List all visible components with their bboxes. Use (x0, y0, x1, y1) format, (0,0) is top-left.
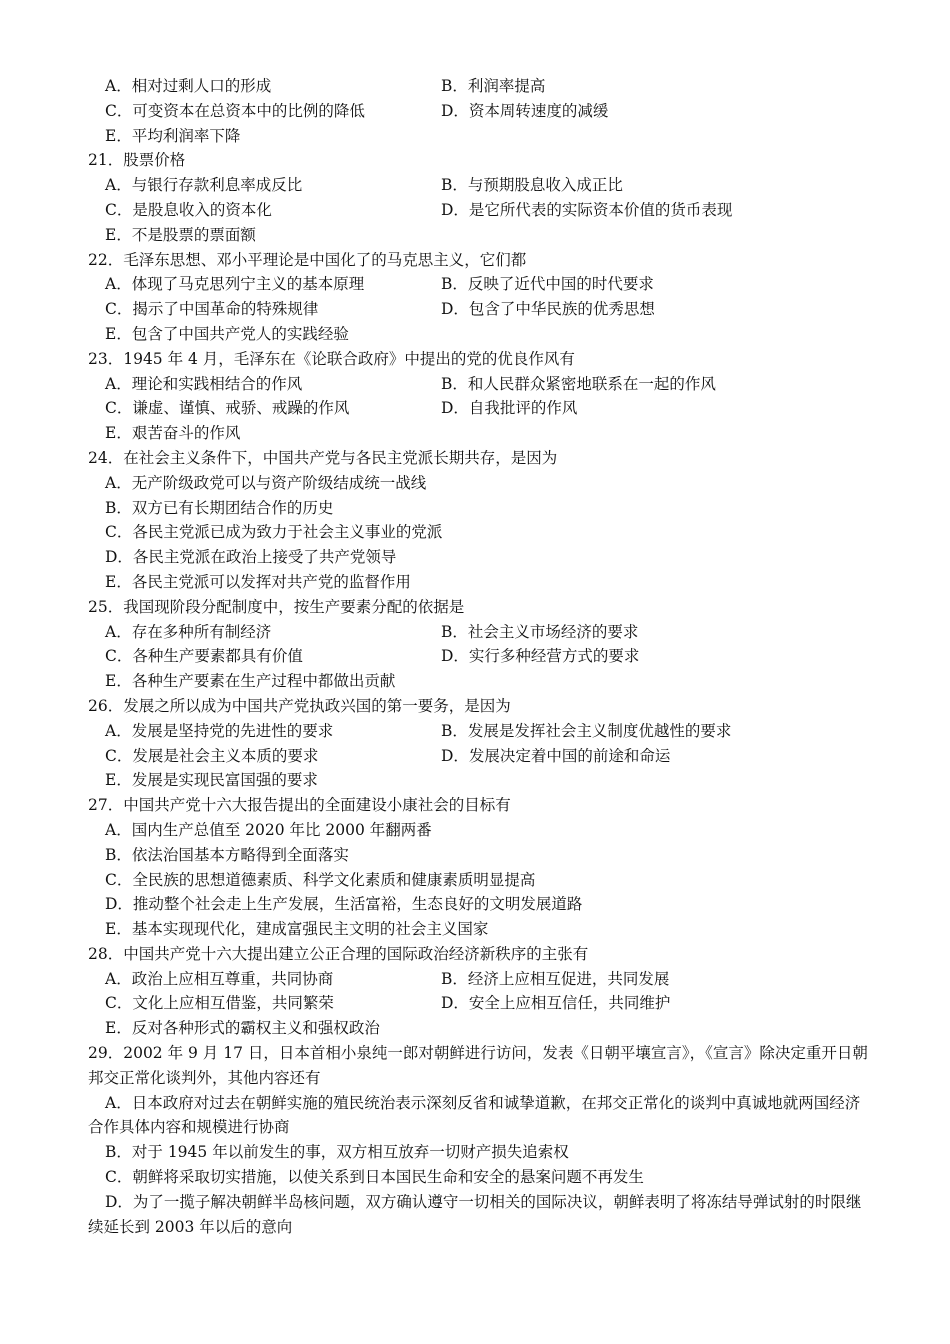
question-stem: 21．股票价格 (88, 151, 186, 170)
option-a: A．发展是坚持党的先进性的要求 (105, 721, 334, 740)
question-29 (88, 1041, 868, 1239)
question-21 (88, 148, 868, 247)
question-stem: 25．我国现阶段分配制度中，按生产要素分配的依据是 (88, 597, 465, 616)
option-d: D．各民主党派在政治上接受了共产党领导 (105, 548, 397, 567)
option-c: C．发展是社会主义本质的要求 (105, 746, 319, 765)
option-c: C．朝鲜将采取切实措施，以使关系到日本国民生命和安全的悬案问题不再发生 (105, 1168, 644, 1187)
question-27 (88, 793, 868, 942)
option-d: D．资本周转速度的减缓 (441, 101, 609, 120)
option-c: C．各种生产要素都具有价值 (105, 647, 303, 666)
option-b: B．双方已有长期团结合作的历史 (105, 498, 334, 517)
option-d: D．实行多种经营方式的要求 (441, 647, 640, 666)
option-e: E．包含了中国共产党人的实践经验 (105, 324, 349, 343)
option-a: A．理论和实践相结合的作风 (105, 374, 303, 393)
option-b: B．社会主义市场经济的要求 (441, 622, 639, 641)
option-a: A．日本政府对过去在朝鲜实施的殖民统治表示深刻反省和诚挚道歉，在邦交正常化的谈判中真诚地就两国经济合作具体内容和规模进行协商 (88, 1093, 861, 1137)
option-a: A．政治上应相互尊重，共同协商 (105, 969, 334, 988)
option-row (88, 967, 868, 992)
option-d: D．包含了中华民族的优秀思想 (441, 300, 655, 319)
option-c: C．谦虚、谨慎、戒骄、戒躁的作风 (105, 399, 350, 418)
option-c: C．文化上应相互借鉴，共同繁荣 (105, 994, 334, 1013)
question-23 (88, 347, 868, 446)
question-24 (88, 446, 868, 595)
option-b: B．对于 1945 年以前发生的事，双方相互放弃一切财产损失追索权 (105, 1143, 569, 1162)
question-26 (88, 694, 868, 793)
option-d: D．发展决定着中国的前途和命运 (441, 746, 671, 765)
option-d: D．是它所代表的实际资本价值的货币表现 (441, 200, 733, 219)
option-b: B．反映了近代中国的时代要求 (441, 275, 654, 294)
question-stem: 29．2002 年 9 月 17 日，日本首相小泉纯一郎对朝鲜进行访问，发表《日朝平壤宣言》，《宣言》除决定重开日朝邦交正常化谈判外，其他内容还有 (88, 1044, 868, 1087)
option-e: E．艰苦奋斗的作风 (105, 424, 241, 443)
option-d: D．安全上应相互信任，共同维护 (441, 994, 671, 1013)
option-e: E．不是股票的票面额 (105, 225, 256, 244)
option-row (88, 396, 868, 421)
option-c: C．可变资本在总资本中的比例的降低 (105, 101, 365, 120)
option-row (88, 744, 868, 769)
option-d: D．推动整个社会走上生产发展，生活富裕，生态良好的文明发展道路 (105, 895, 583, 914)
option-c: C．是股息收入的资本化 (105, 200, 272, 219)
option-e: E．平均利润率下降 (105, 126, 241, 145)
option-row (88, 372, 868, 397)
option-b: B．与预期股息收入成正比 (441, 176, 623, 195)
option-row (88, 991, 868, 1016)
option-a: A．存在多种所有制经济 (105, 622, 272, 641)
question-stem: 26．发展之所以成为中国共产党执政兴国的第一要务，是因为 (88, 696, 511, 715)
option-row (88, 74, 868, 99)
question-stem: 24．在社会主义条件下，中国共产党与各民主党派长期共存，是因为 (88, 448, 558, 467)
question-stem: 28．中国共产党十六大提出建立公正合理的国际政治经济新秩序的主张有 (88, 944, 589, 963)
option-row (88, 99, 868, 124)
question-25 (88, 595, 868, 694)
option-row (88, 198, 868, 223)
option-c: C．全民族的思想道德素质、科学文化素质和健康素质明显提高 (105, 870, 536, 889)
option-c: C．揭示了中国革命的特殊规律 (105, 300, 319, 319)
question-stem: 23．1945 年 4 月，毛泽东在《论联合政府》中提出的党的优良作风有 (88, 349, 575, 368)
question-20-options (88, 74, 868, 148)
question-stem: 27．中国共产党十六大报告提出的全面建设小康社会的目标有 (88, 796, 511, 815)
option-e: E．基本实现现代化，建成富强民主文明的社会主义国家 (105, 920, 489, 939)
option-a: A．国内生产总值至 2020 年比 2000 年翻两番 (105, 820, 432, 839)
option-row (88, 272, 868, 297)
option-b: B．发展是发挥社会主义制度优越性的要求 (441, 721, 732, 740)
option-b: B．利润率提高 (441, 77, 546, 95)
option-b: B．依法治国基本方略得到全面落实 (105, 845, 349, 864)
option-d: D．为了一揽子解决朝鲜半岛核问题，双方确认遵守一切相关的国际决议，朝鲜表明了将冻结导弹试射的时限继续延长到 2003 年以后的意向 (88, 1192, 862, 1236)
option-e: E．各种生产要素在生产过程中都做出贡献 (105, 672, 396, 691)
option-d: D．自我批评的作风 (441, 399, 578, 418)
option-row (88, 297, 868, 322)
option-b: B．和人民群众紧密地联系在一起的作风 (441, 374, 716, 393)
option-a: A．无产阶级政党可以与资产阶级结成统一战线 (105, 473, 427, 492)
question-22 (88, 248, 868, 347)
question-stem: 22．毛泽东思想、邓小平理论是中国化了的马克思主义，它们都 (88, 250, 527, 269)
option-e: E．各民主党派可以发挥对共产党的监督作用 (105, 572, 411, 591)
option-row (88, 620, 868, 645)
question-28 (88, 942, 868, 1041)
option-row (88, 644, 868, 669)
option-e: E．反对各种形式的霸权主义和强权政治 (105, 1019, 380, 1038)
option-a: A．相对过剩人口的形成 (105, 77, 272, 95)
exam-page (88, 74, 868, 1239)
option-e: E．发展是实现民富国强的要求 (105, 771, 318, 790)
option-row (88, 719, 868, 744)
option-row (88, 173, 868, 198)
option-b: B．经济上应相互促进，共同发展 (441, 969, 670, 988)
option-c: C．各民主党派已成为致力于社会主义事业的党派 (105, 523, 443, 542)
option-a: A．与银行存款利息率成反比 (105, 176, 303, 195)
option-a: A．体现了马克思列宁主义的基本原理 (105, 275, 365, 294)
